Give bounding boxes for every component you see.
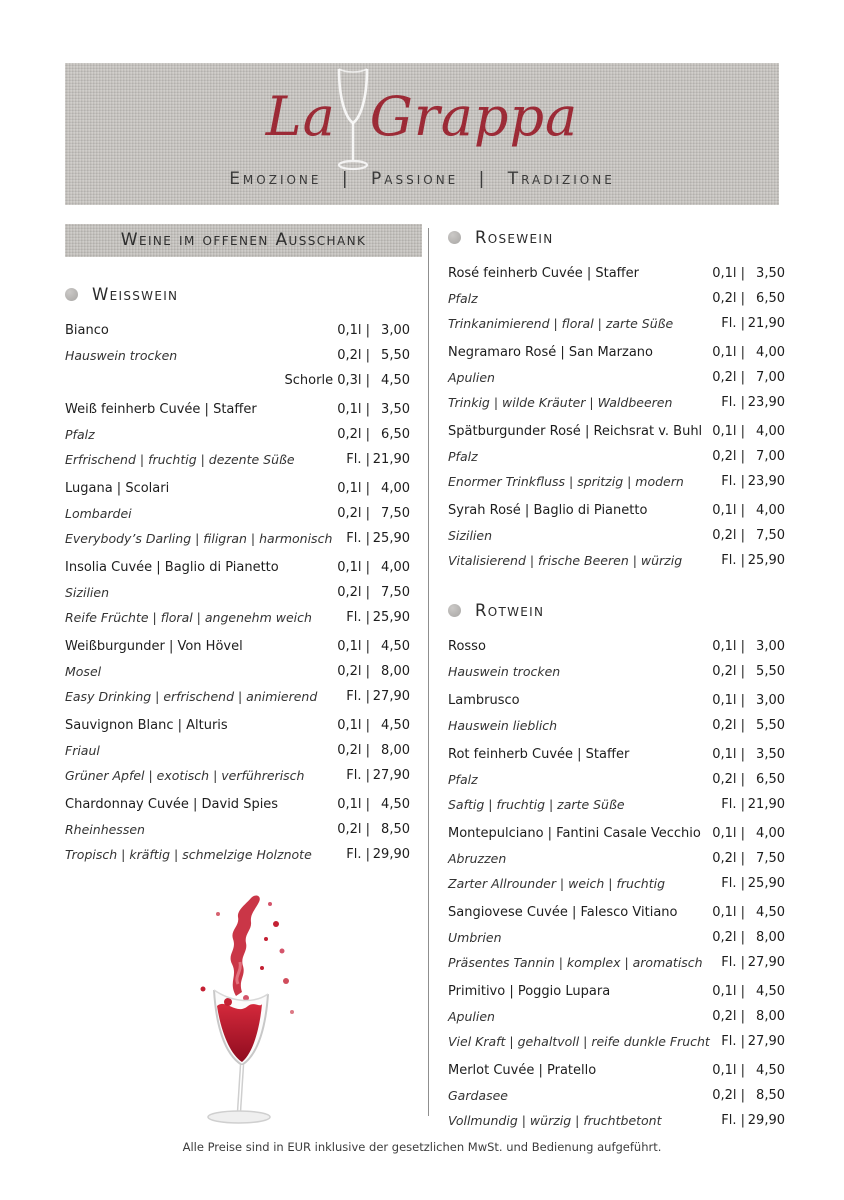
- volume-label: 0,2l |: [337, 427, 370, 442]
- wine-entry: [65, 555, 410, 630]
- volume-label: 0,1l |: [712, 693, 745, 708]
- restaurant-header: [65, 63, 779, 205]
- wine-row: [448, 523, 785, 548]
- volume-label: 0,1l |: [337, 718, 370, 733]
- volume-label: 0,1l |: [712, 826, 745, 841]
- section-header: [448, 226, 785, 248]
- volume-label: Fl. |: [721, 316, 745, 331]
- wine-row: [448, 1083, 785, 1108]
- volume-label: 0,1l |: [712, 747, 745, 762]
- volume-label: 0,2l |: [712, 1009, 745, 1024]
- price-value: 8,50: [756, 1088, 785, 1103]
- volume-label: 0,1l |: [337, 797, 370, 812]
- logo-text-grappa: Grappa: [369, 85, 579, 148]
- volume-label: 0,2l |: [337, 506, 370, 521]
- wine-row: [448, 419, 785, 444]
- wine-row: [448, 713, 785, 738]
- wine-name: Chardonnay Cuvée | David Spies: [65, 797, 279, 812]
- wine-row: [448, 261, 785, 286]
- section-title: Weisswein: [92, 284, 179, 304]
- wine-detail: Lombardei: [65, 506, 132, 521]
- wine-entry: [448, 900, 785, 975]
- wine-row: [448, 846, 785, 871]
- price-value: 4,00: [381, 560, 410, 575]
- wine-entry: [65, 397, 410, 472]
- price-value: 25,90: [747, 553, 785, 568]
- wine-section: [448, 226, 785, 573]
- wine-row: [448, 767, 785, 792]
- wine-row: [448, 390, 785, 415]
- price-value: 25,90: [372, 531, 410, 546]
- volume-label: 0,1l |: [712, 424, 745, 439]
- wine-row: [448, 311, 785, 336]
- volume-label: 0,2l |: [337, 585, 370, 600]
- wine-entry: [448, 1058, 785, 1133]
- wine-row: [448, 792, 785, 817]
- wine-row: [448, 950, 785, 975]
- volume-label: 0,1l |: [337, 639, 370, 654]
- wine-name: Montepulciano | Fantini Casale Vecchio: [448, 826, 701, 841]
- menu-banner: Weine im offenen Ausschank: [65, 224, 422, 257]
- wine-row: [65, 817, 410, 842]
- wine-entry: [448, 688, 785, 738]
- volume-label: Fl. |: [721, 876, 745, 891]
- wine-row: [448, 979, 785, 1004]
- price-value: 25,90: [372, 610, 410, 625]
- volume-label: 0,2l |: [712, 664, 745, 679]
- wine-detail: Viel Kraft | gehaltvoll | reife dunkle Frucht: [448, 1034, 710, 1049]
- wine-name: Weißburgunder | Von Hövel: [65, 639, 243, 654]
- wine-entry: [448, 498, 785, 573]
- volume-label: 0,2l |: [337, 348, 370, 363]
- wine-name: Primitivo | Poggio Lupara: [448, 984, 611, 999]
- wine-row: [448, 821, 785, 846]
- volume-label: 0,1l |: [337, 323, 370, 338]
- wine-row: [448, 1108, 785, 1133]
- wine-name: Sauvignon Blanc | Alturis: [65, 718, 228, 733]
- wine-entry: [448, 340, 785, 415]
- price-value: 3,50: [756, 747, 785, 762]
- price-value: 4,50: [381, 797, 410, 812]
- wine-row: [65, 605, 410, 630]
- wine-name: Spätburgunder Rosé | Reichsrat v. Buhl: [448, 424, 703, 439]
- price-value: 4,50: [381, 718, 410, 733]
- section-title: Rosewein: [475, 227, 554, 247]
- section-title: Rotwein: [475, 600, 545, 620]
- price-value: 8,50: [381, 822, 410, 837]
- wine-row: [65, 555, 410, 580]
- wine-detail: Everybody’s Darling | filigran | harmonisch: [65, 531, 333, 546]
- wine-name: Sangiovese Cuvée | Falesco Vitiano: [448, 905, 678, 920]
- price-value: 7,50: [756, 528, 785, 543]
- wine-row: [65, 318, 410, 343]
- wine-name: Weiß feinherb Cuvée | Staffer: [65, 402, 257, 417]
- price-value: 3,00: [756, 639, 785, 654]
- section-bullet-icon: [448, 604, 461, 617]
- logo: [65, 67, 779, 167]
- price-value: 3,50: [381, 402, 410, 417]
- price-value: 4,50: [756, 1063, 785, 1078]
- wine-row: [448, 925, 785, 950]
- wine-glass-splash-illustration: [158, 884, 368, 1134]
- wine-name: Insolia Cuvée | Baglio di Pianetto: [65, 560, 279, 575]
- volume-label: 0,1l |: [337, 402, 370, 417]
- price-value: 4,00: [756, 503, 785, 518]
- wine-detail: Pfalz: [448, 772, 478, 787]
- wine-detail: Sizilien: [448, 528, 493, 543]
- wine-row: [448, 469, 785, 494]
- wine-detail: Präsentes Tannin | komplex | aromatisch: [448, 955, 703, 970]
- wine-row: [65, 659, 410, 684]
- price-value: 27,90: [372, 689, 410, 704]
- volume-label: 0,1l |: [712, 345, 745, 360]
- wine-row: [448, 365, 785, 390]
- wine-detail: Friaul: [65, 743, 100, 758]
- wine-row: [65, 634, 410, 659]
- price-value: 29,90: [372, 847, 410, 862]
- volume-label: 0,2l |: [712, 851, 745, 866]
- price-value: 25,90: [747, 876, 785, 891]
- price-value: 4,50: [381, 639, 410, 654]
- volume-label: Fl. |: [721, 553, 745, 568]
- wine-row: [65, 526, 410, 551]
- price-value: 7,50: [756, 851, 785, 866]
- wine-entry: [65, 318, 410, 393]
- price-value: 4,00: [756, 345, 785, 360]
- wine-entry: [65, 634, 410, 709]
- wine-detail: Reife Früchte | floral | angenehm weich: [65, 610, 312, 625]
- wine-detail: Umbrien: [448, 930, 502, 945]
- volume-label: Fl. |: [346, 768, 370, 783]
- wine-row: [65, 368, 410, 393]
- wine-row: [65, 422, 410, 447]
- price-value: 4,50: [756, 984, 785, 999]
- wine-name: Bianco: [65, 323, 109, 338]
- price-value: 21,90: [372, 452, 410, 467]
- left-column: [65, 283, 410, 871]
- wine-detail: Pfalz: [448, 291, 478, 306]
- volume-label: 0,1l |: [712, 1063, 745, 1078]
- wine-row: [448, 634, 785, 659]
- wine-detail: Easy Drinking | erfrischend | animierend: [65, 689, 318, 704]
- price-value: 3,00: [381, 323, 410, 338]
- wine-detail: Grüner Apfel | exotisch | verführerisch: [65, 768, 305, 783]
- price-value: 4,00: [381, 481, 410, 496]
- volume-label: Fl. |: [346, 531, 370, 546]
- price-value: 21,90: [747, 316, 785, 331]
- price-value: 4,50: [756, 905, 785, 920]
- wine-row: [448, 444, 785, 469]
- wine-name: Lugana | Scolari: [65, 481, 170, 496]
- wine-detail: Rheinhessen: [65, 822, 145, 837]
- wine-row: [65, 713, 410, 738]
- wine-section: [65, 283, 410, 867]
- wine-name: Rot feinherb Cuvée | Staffer: [448, 747, 630, 762]
- volume-label: Fl. |: [721, 474, 745, 489]
- tagline: Emozione | Passione | Tradizione: [229, 169, 615, 189]
- price-value: 27,90: [747, 1034, 785, 1049]
- wine-row: [65, 738, 410, 763]
- column-divider: [428, 228, 429, 1116]
- wine-detail: Hauswein lieblich: [448, 718, 558, 733]
- wine-entry: [65, 792, 410, 867]
- wine-row: [65, 476, 410, 501]
- volume-label: Schorle 0,3l |: [284, 373, 370, 388]
- wine-detail: Enormer Trinkfluss | spritzig | modern: [448, 474, 684, 489]
- wine-detail: Saftig | fruchtig | zarte Süße: [448, 797, 625, 812]
- wine-row: [448, 688, 785, 713]
- wine-entry: [448, 742, 785, 817]
- volume-label: 0,1l |: [712, 503, 745, 518]
- price-value: 8,00: [756, 930, 785, 945]
- volume-label: 0,1l |: [337, 560, 370, 575]
- price-value: 27,90: [747, 955, 785, 970]
- wine-row: [65, 842, 410, 867]
- volume-label: 0,2l |: [337, 664, 370, 679]
- volume-label: 0,2l |: [712, 449, 745, 464]
- volume-label: 0,2l |: [712, 930, 745, 945]
- wine-entry: [65, 713, 410, 788]
- price-value: 6,50: [381, 427, 410, 442]
- price-value: 4,00: [756, 826, 785, 841]
- price-value: 5,50: [756, 664, 785, 679]
- wine-row: [65, 501, 410, 526]
- price-value: 29,90: [747, 1113, 785, 1128]
- price-value: 7,00: [756, 449, 785, 464]
- wine-row: [448, 659, 785, 684]
- wine-entry: [448, 979, 785, 1054]
- volume-label: 0,2l |: [712, 1088, 745, 1103]
- volume-label: Fl. |: [721, 1113, 745, 1128]
- volume-label: 0,2l |: [712, 370, 745, 385]
- volume-label: 0,1l |: [712, 984, 745, 999]
- volume-label: 0,2l |: [337, 743, 370, 758]
- section-header: [448, 599, 785, 621]
- wine-row: [448, 742, 785, 767]
- volume-label: 0,2l |: [712, 718, 745, 733]
- wine-row: [448, 286, 785, 311]
- wine-detail: Erfrischend | fruchtig | dezente Süße: [65, 452, 295, 467]
- wine-row: [65, 580, 410, 605]
- wine-row: [65, 397, 410, 422]
- logo-text-la: La: [265, 85, 336, 148]
- volume-label: 0,1l |: [712, 639, 745, 654]
- wine-entry: [448, 821, 785, 896]
- wine-detail: Gardasee: [448, 1088, 508, 1103]
- price-value: 21,90: [747, 797, 785, 812]
- volume-label: Fl. |: [346, 689, 370, 704]
- volume-label: 0,2l |: [712, 291, 745, 306]
- volume-label: 0,2l |: [337, 822, 370, 837]
- wine-detail: Trinkanimierend | floral | zarte Süße: [448, 316, 674, 331]
- volume-label: 0,2l |: [712, 772, 745, 787]
- wine-glass-logo-icon: [332, 66, 374, 180]
- price-value: 23,90: [747, 395, 785, 410]
- wine-detail: Pfalz: [448, 449, 478, 464]
- wine-entry: [65, 476, 410, 551]
- volume-label: Fl. |: [721, 395, 745, 410]
- volume-label: 0,1l |: [712, 266, 745, 281]
- wine-detail: Sizilien: [65, 585, 110, 600]
- wine-name: Rosé feinherb Cuvée | Staffer: [448, 266, 639, 281]
- volume-label: 0,1l |: [337, 481, 370, 496]
- wine-detail: Pfalz: [65, 427, 95, 442]
- volume-label: 0,2l |: [712, 528, 745, 543]
- section-bullet-icon: [448, 231, 461, 244]
- wine-row: [448, 871, 785, 896]
- wine-detail: Abruzzen: [448, 851, 507, 866]
- wine-row: [448, 1058, 785, 1083]
- price-value: 8,00: [756, 1009, 785, 1024]
- price-value: 4,00: [756, 424, 785, 439]
- wine-name: Lambrusco: [448, 693, 520, 708]
- wine-section: [448, 599, 785, 1133]
- wine-detail: Apulien: [448, 1009, 495, 1024]
- wine-name: Merlot Cuvée | Pratello: [448, 1063, 597, 1078]
- wine-detail: Mosel: [65, 664, 102, 679]
- wine-row: [65, 684, 410, 709]
- wine-row: [65, 447, 410, 472]
- price-value: 5,50: [381, 348, 410, 363]
- price-value: 7,50: [381, 585, 410, 600]
- wine-detail: Tropisch | kräftig | schmelzige Holznote: [65, 847, 312, 862]
- wine-entry: [448, 261, 785, 336]
- section-header: [65, 283, 410, 305]
- wine-detail: Zarter Allrounder | weich | fruchtig: [448, 876, 666, 891]
- wine-entry: [448, 634, 785, 684]
- price-value: 5,50: [756, 718, 785, 733]
- volume-label: Fl. |: [721, 955, 745, 970]
- price-value: 8,00: [381, 664, 410, 679]
- wine-name: Syrah Rosé | Baglio di Pianetto: [448, 503, 648, 518]
- wine-detail: Hauswein trocken: [448, 664, 561, 679]
- price-value: 6,50: [756, 772, 785, 787]
- wine-row: [65, 343, 410, 368]
- wine-row: [448, 1029, 785, 1054]
- wine-entry: [448, 419, 785, 494]
- volume-label: Fl. |: [346, 452, 370, 467]
- price-value: 27,90: [372, 768, 410, 783]
- price-value: 7,50: [381, 506, 410, 521]
- wine-row: [448, 900, 785, 925]
- wine-row: [448, 498, 785, 523]
- wine-row: [448, 340, 785, 365]
- wine-detail: Vitalisierend | frische Beeren | würzig: [448, 553, 683, 568]
- footer-note: Alle Preise sind in EUR inklusive der gesetzlichen MwSt. und Bedienung aufgeführt.: [182, 1140, 662, 1154]
- price-value: 4,50: [381, 373, 410, 388]
- wine-name: Rosso: [448, 639, 486, 654]
- volume-label: 0,1l |: [712, 905, 745, 920]
- wine-detail: Apulien: [448, 370, 495, 385]
- section-bullet-icon: [65, 288, 78, 301]
- wine-row: [65, 792, 410, 817]
- price-value: 8,00: [381, 743, 410, 758]
- price-value: 6,50: [756, 291, 785, 306]
- right-column: [448, 226, 785, 1137]
- volume-label: Fl. |: [721, 1034, 745, 1049]
- wine-name: Negramaro Rosé | San Marzano: [448, 345, 653, 360]
- price-value: 3,50: [756, 266, 785, 281]
- wine-row: [65, 763, 410, 788]
- wine-detail: Vollmundig | würzig | fruchtbetont: [448, 1113, 662, 1128]
- volume-label: Fl. |: [721, 797, 745, 812]
- wine-row: [448, 548, 785, 573]
- volume-label: Fl. |: [346, 610, 370, 625]
- wine-row: [448, 1004, 785, 1029]
- price-value: 3,00: [756, 693, 785, 708]
- price-value: 7,00: [756, 370, 785, 385]
- wine-detail: Trinkig | wilde Kräuter | Waldbeeren: [448, 395, 673, 410]
- wine-detail: Hauswein trocken: [65, 348, 178, 363]
- volume-label: Fl. |: [346, 847, 370, 862]
- price-value: 23,90: [747, 474, 785, 489]
